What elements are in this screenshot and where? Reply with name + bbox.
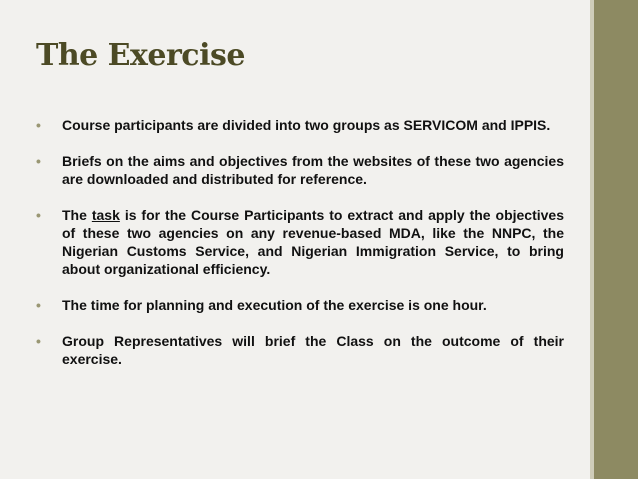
bullet-item xyxy=(36,152,564,188)
bullet-item xyxy=(36,296,564,314)
bullet-list xyxy=(36,116,564,386)
bullet-text-suffix: is for the Course Participants to extract and apply the objectives of these two agencies on any revenue-based MDA, like the NNPC, the Nigerian Customs Service, and Nigerian Immigration Service, to bring about organizational efficiency. xyxy=(62,207,565,277)
bullet-text-emphasis: task xyxy=(91,207,120,223)
bullet-text: Group Representatives will brief the Class on the outcome of their exercise. xyxy=(62,333,564,367)
bullet-item xyxy=(36,332,564,368)
slide-title: The Exercise xyxy=(36,38,245,73)
bullet-text-prefix: The xyxy=(62,207,92,223)
bullet-item xyxy=(36,116,564,134)
bullet-text: Briefs on the aims and objectives from the websites of these two agencies are downloaded and distributed for reference. xyxy=(62,153,564,187)
bullet-icon: • xyxy=(36,153,41,169)
decorative-right-band xyxy=(594,0,638,479)
bullet-text: The time for planning and execution of the exercise is one hour. xyxy=(62,297,487,313)
bullet-item xyxy=(36,206,564,278)
bullet-icon: • xyxy=(36,117,41,133)
bullet-icon: • xyxy=(36,297,41,313)
bullet-icon: • xyxy=(36,333,41,349)
bullet-text: Course participants are divided into two groups as SERVICOM and IPPIS. xyxy=(62,117,551,133)
bullet-icon: • xyxy=(36,207,41,223)
